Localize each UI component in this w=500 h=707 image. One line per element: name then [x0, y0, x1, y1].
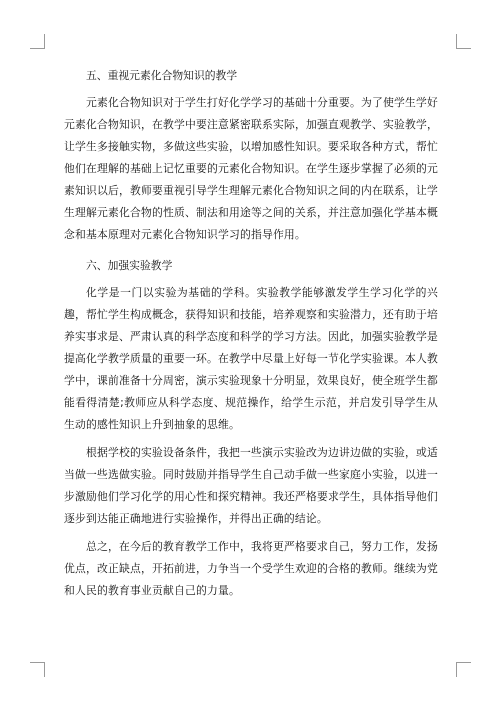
section-heading-6: 六、加强实验教学: [86, 259, 173, 272]
section-5-paragraph-1: 元素化合物知识对于学生打好化学学习的基础十分重要。为了使学生学好元素化合物知识，在教学中要注意紧密联系实际，加强直观教学、实验教学，让学生多接触实物，多做这些实验，以增加感性知识。要采取各种方式，帮忙他们在理解的基础上记忆重要的元素化合物知识。在学生逐步掌握了必须的元素知识以后，教师要重视引导学生理解元素化合物知识之间的内在联系，让学生理解元素化合物的性质、制法和用途等之间的关系，并注意加强化学基本概念和基本原理对元素化合物知识学习的指导作用。: [64, 96, 438, 241]
crop-mark-top-right: [456, 34, 471, 49]
crop-mark-bottom-right: [456, 662, 471, 677]
section-6-paragraph-2: 根据学校的实验设备条件，我把一些演示实验改为边讲边做的实验，或适当做一些选做实验。同时鼓励并指导学生自己动手做一些家庭小实验，以进一步激励他们学习化学的用心性和探究精神。我还严格要求学生，具体指导他们逐步到达能正确地进行实验操作，并得出正确的结论。: [64, 446, 438, 525]
crop-mark-top-left: [30, 34, 45, 49]
document-body: [64, 66, 438, 608]
crop-mark-bottom-left: [30, 662, 45, 677]
section-6-paragraph-1: 化学是一门以实验为基础的学科。实验教学能够激发学生学习化学的兴趣，帮忙学生构成概念，获得知识和技能，培养观察和实验潜力，还有助于培养实事求是、严肃认真的科学态度和科学的学习方法。因此，加强实验教学是提高化学教学质量的重要一环。在教学中尽量上好每一节化学实验课。本人教学中，课前准备十分周密，演示实验现象十分明显，效果良好，使全班学生都能看得清楚;教师应从科学态度、规范操作，给学生示范，并启发引导学生从生动的感性知识上升到抽象的思维。: [64, 286, 438, 431]
section-heading-5: 五、重视元素化合物知识的教学: [86, 69, 238, 82]
section-6-paragraph-3: 总之，在今后的教育教学工作中，我将更严格要求自己，努力工作，发扬优点，改正缺点，开拓前进，力争当一个受学生欢迎的合格的教师。继续为党和人民的教育事业贡献自己的力量。: [64, 540, 438, 597]
